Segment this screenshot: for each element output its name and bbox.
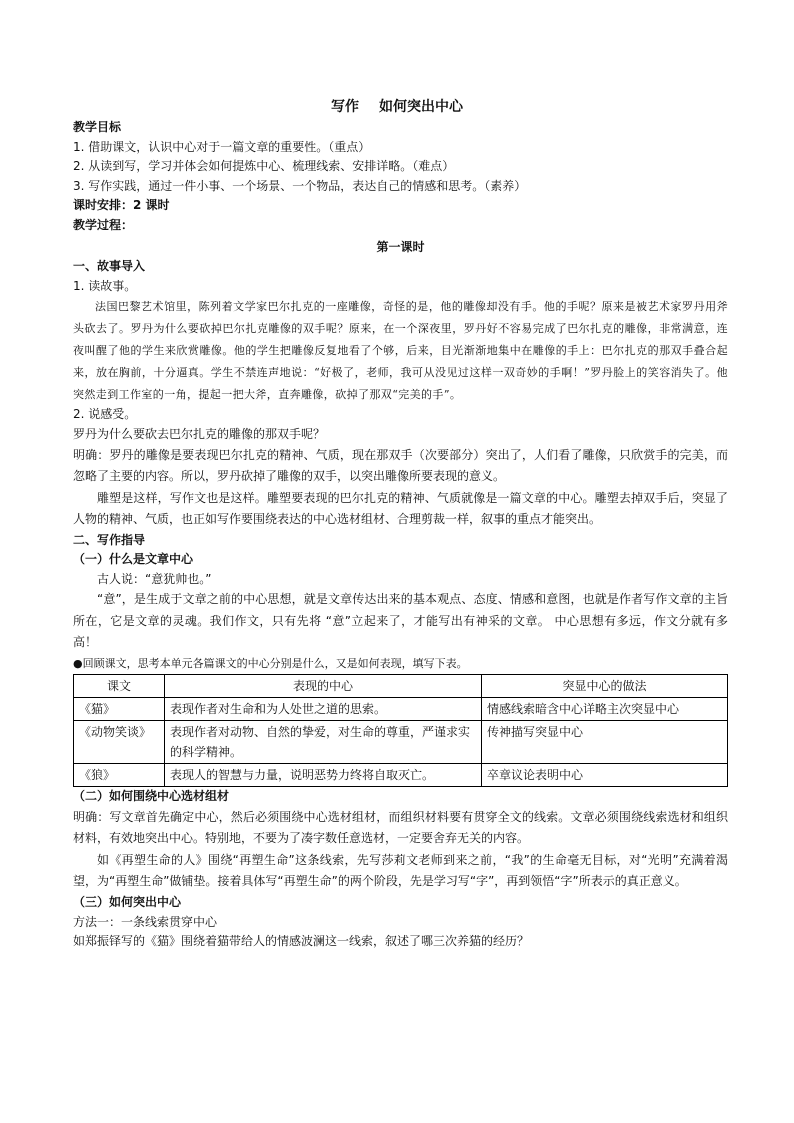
body-paragraph: 雕塑是这样，写作文也是这样。雕塑要表现的巴尔扎克的精神、气质就像是一篇文章的中心。雕塑去掉双手后，突显了人物的精神、气质，也正如写作要围绕表达的中心选材组材、合理剪裁一样，叙事的重点才能突出。 (73, 490, 728, 527)
table-header-cell: 突显中心的做法 (482, 675, 728, 698)
question: 罗丹为什么要砍去巴尔扎克的雕像的那双手呢？ (73, 426, 326, 441)
objective-item: 3. 写作实践，通过一件小事、一个场景、一个物品，表达自己的情感和思考。（素养） (73, 178, 527, 193)
answer-paragraph: 明确：罗丹的雕像是要表现巴尔扎克的精神、气质，现在那双手（次要部分）突出了，人们看了雕像，只欣赏手的完美，而忽略了主要的内容。所以，罗丹砍掉了雕像的双手，以突出雕像所要表现的意义。 (73, 447, 728, 484)
body-paragraph: 如《再塑生命的人》围绕“再塑生命”这条线索，先写莎莉文老师到来之前，“我”的生命毫无目标，对“光明”充满着渴望，为“再塑生命”做铺垫。接着具体写“再塑生命”的两个阶段，先是学习写“字”，再到领悟“字”所表示的真正意义。 (73, 852, 728, 889)
body-paragraph: “意”，是生成于文章之前的中心思想，就是文章传达出来的基本观点、态度、情感和意图，也就是作者写作文章的主旨所在，它是文章的灵魂。我们作文，只有先将 “意”立起来了，才能写出有神采的文章。 中心思想有多远，作文分就有多高！ (73, 592, 728, 650)
table-row (74, 721, 728, 764)
table-row (74, 764, 728, 787)
objectives-heading: 教学目标 (73, 120, 122, 134)
title-genre: 写作 (331, 99, 359, 115)
subsection-heading: （二）如何围绕中心选材组材 (73, 789, 230, 804)
table-cell: 《动物笑谈》 (74, 721, 165, 764)
answer-paragraph: 明确：写文章首先确定中心，然后必须围绕中心选材组材，而组织材料要有贯穿全文的线索。文章必须围绕线索选材和组织材料，有效地突出中心。特别地，不要为了凑字数任意选材，一定要舍弃无关的内容。 (73, 809, 728, 846)
table-header-row (74, 675, 728, 698)
list-item: 2. 说感受。 (73, 407, 137, 422)
table-cell: 表现作者对动物、自然的挚爱，对生命的尊重，严谨求实的科学精神。 (165, 721, 482, 764)
lesson-heading: 第一课时 (376, 239, 425, 254)
story-paragraph: 法国巴黎艺术馆里，陈列着文学家巴尔扎克的一座雕像，奇怪的是，他的雕像却没有手。他的手呢？原来是被艺术家罗丹用斧头砍去了。罗丹为什么要砍掉巴尔扎克雕像的双手呢？原来，在一个深夜里，罗丹好不容易完成了巴尔扎克的雕像，非常满意，连夜叫醒了他的学生来欣赏雕像。他的学生把雕像反复地看了个够，后来，目光渐渐地集中在雕像的手上：巴尔扎克的那双手叠合起来，放在胸前，十分逼真。学生不禁连声地说：“好极了，老师，我可从没见过这样一双奇妙的手啊！”罗丹脸上的笑容消失了。他突然走到工作室的一角，提起一把大斧，直奔雕像，砍掉了那双“完美的手”。 (73, 300, 728, 401)
page-title (0, 96, 794, 116)
table-cell: 表现人的智慧与力量，说明恶势力终将自取灭亡。 (165, 764, 482, 787)
table-cell: 表现作者对生命和为人处世之道的思索。 (165, 698, 482, 721)
table-header-cell: 课文 (74, 675, 165, 698)
schedule: 课时安排：2 课时 (73, 198, 170, 213)
summary-table (73, 674, 728, 787)
objective-item: 2. 从读到写，学习并体会如何提炼中心、梳理线索、安排详略。（难点） (73, 159, 455, 174)
table-cell: 传神描写突显中心 (482, 721, 728, 764)
quote-line: 古人说：“意犹帅也。” (97, 571, 212, 586)
section-heading: 二、写作指导 (73, 532, 146, 547)
section-heading: 一、故事导入 (73, 259, 146, 274)
table-cell: 情感线索暗含中心详略主次突显中心 (482, 698, 728, 721)
table-header-cell: 表现的中心 (165, 675, 482, 698)
title-topic: 如何突出中心 (379, 99, 463, 115)
question: 如郑振铎写的《猫》围绕着猫带给人的情感波澜这一线索，叙述了哪三次养猫的经历？ (73, 934, 530, 949)
objective-item: 1. 借助课文，认识中心对于一篇文章的重要性。（重点） (73, 139, 371, 154)
process-heading: 教学过程： (73, 217, 134, 232)
method-line: 方法一：一条线索贯穿中心 (73, 914, 218, 929)
subsection-heading: （一）什么是文章中心 (73, 552, 194, 567)
table-cell: 卒章议论表明中心 (482, 764, 728, 787)
table-cell: 《狼》 (74, 764, 165, 787)
list-item: 1. 读故事。 (73, 278, 137, 293)
document-body (73, 118, 728, 952)
task-instruction: ●回顾课文，思考本单元各篇课文的中心分别是什么，又是如何表现，填写下表。 (73, 656, 468, 670)
subsection-heading: （三）如何突出中心 (73, 894, 182, 909)
table-row (74, 698, 728, 721)
table-cell: 《猫》 (74, 698, 165, 721)
